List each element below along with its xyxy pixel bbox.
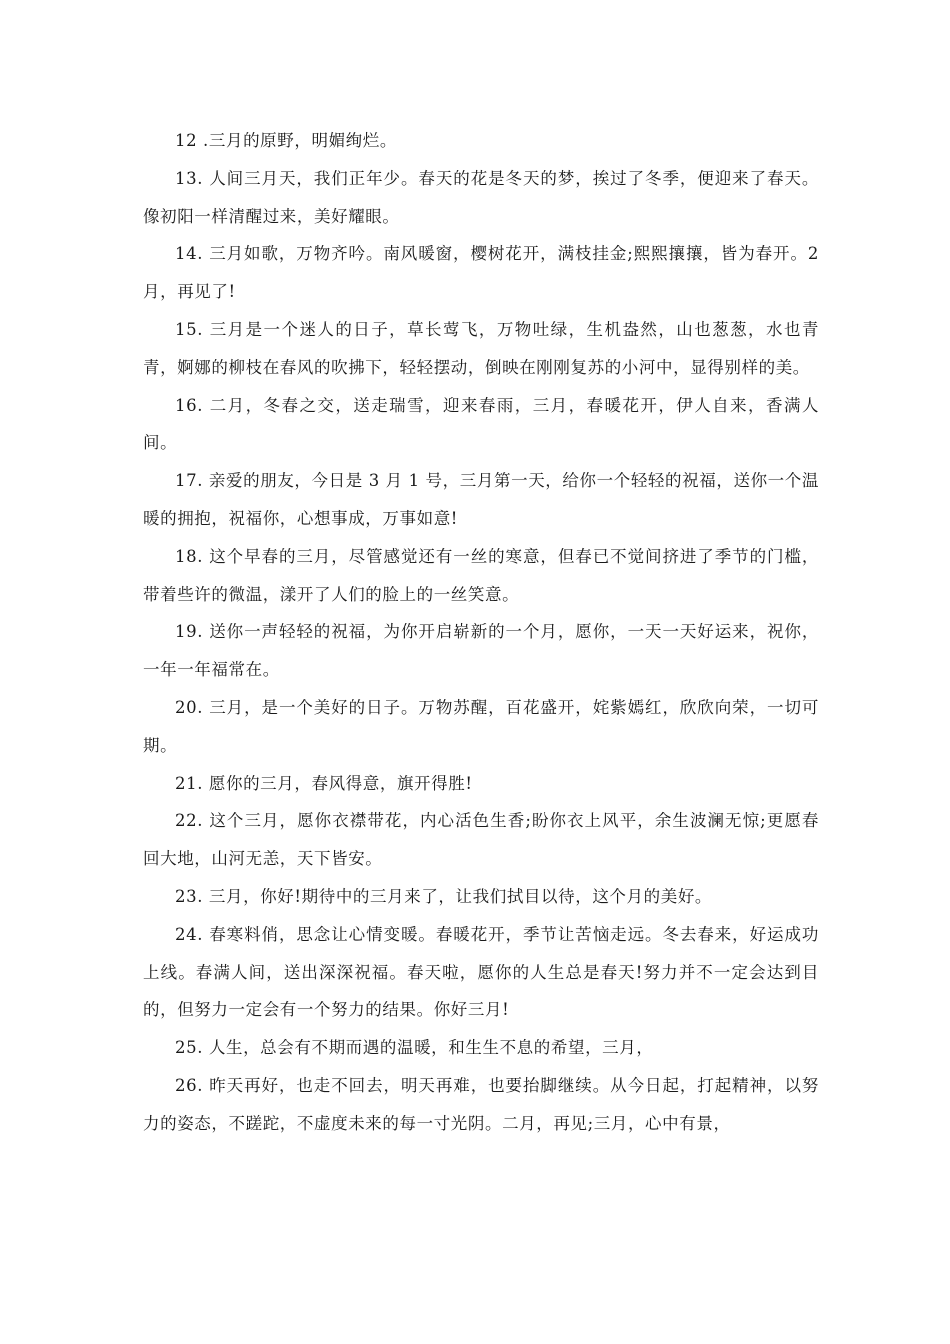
- paragraph-18: 18. 这个早春的三月，尽管感觉还有一丝的寒意，但春已不觉间挤进了季节的门槛，带着些许的微温，漾开了人们的脸上的一丝笑意。: [143, 546, 819, 604]
- paragraph-13: 13. 人间三月天，我们正年少。春天的花是冬天的梦，挨过了冬季，便迎来了春天。像初阳一样清醒过来，美好耀眼。: [143, 168, 819, 226]
- document-body: [143, 122, 819, 1143]
- paragraph-17: 17. 亲爱的朋友，今日是 3 月 1 号，三月第一天，给你一个轻轻的祝福，送你一个温暖的拥抱，祝福你，心想事成，万事如意!: [143, 471, 819, 528]
- paragraph-21: 21. 愿你的三月，春风得意，旗开得胜!: [175, 773, 473, 793]
- paragraph-15: 15. 三月是一个迷人的日子，草长莺飞，万物吐绿，生机盎然，山也葱葱，水也青青，婀娜的柳枝在春风的吹拂下，轻轻摆动，倒映在刚刚复苏的小河中，显得别样的美。: [143, 319, 819, 377]
- paragraph-12: 12 .三月的原野，明媚绚烂。: [175, 131, 397, 150]
- paragraph-20: 20. 三月，是一个美好的日子。万物苏醒，百花盛开，姹紫嫣红，欣欣向荣，一切可期。: [143, 697, 819, 755]
- paragraph-22: 22. 这个三月，愿你衣襟带花，内心活色生香;盼你衣上风平，余生波澜无惊;更愿春回大地，山河无恙，天下皆安。: [143, 811, 819, 869]
- paragraph-24: 24. 春寒料俏，思念让心情变暖。春暖花开，季节让苦恼走远。冬去春来，好运成功上线。春满人间，送出深深祝福。春天啦，愿你的人生总是春天!努力并不一定会达到目的，但努力一定会有一个努力的结果。你好三月!: [143, 924, 819, 1020]
- paragraph-23: 23. 三月，你好!期待中的三月来了，让我们拭目以待，这个月的美好。: [175, 886, 713, 906]
- paragraph-25: 25. 人生，总会有不期而遇的温暖，和生生不息的希望，三月，: [175, 1038, 654, 1058]
- paragraph-16: 16. 二月，冬春之交，送走瑞雪，迎来春雨，三月，春暖花开，伊人自来，香满人间。: [143, 395, 819, 453]
- paragraph-19: 19. 送你一声轻轻的祝福，为你开启崭新的一个月，愿你，一天一天好运来，祝你，一年一年福常在。: [143, 622, 819, 680]
- paragraph-14: 14. 三月如歌，万物齐吟。南风暖窗，樱树花开，满枝挂金;熙熙攘攘，皆为春开。2月，再见了!: [143, 244, 819, 302]
- paragraph-26: 26. 昨天再好，也走不回去，明天再难，也要抬脚继续。从今日起，打起精神，以努力的姿态，不蹉跎，不虚度未来的每一寸光阴。二月，再见;三月，心中有景，: [143, 1075, 819, 1133]
